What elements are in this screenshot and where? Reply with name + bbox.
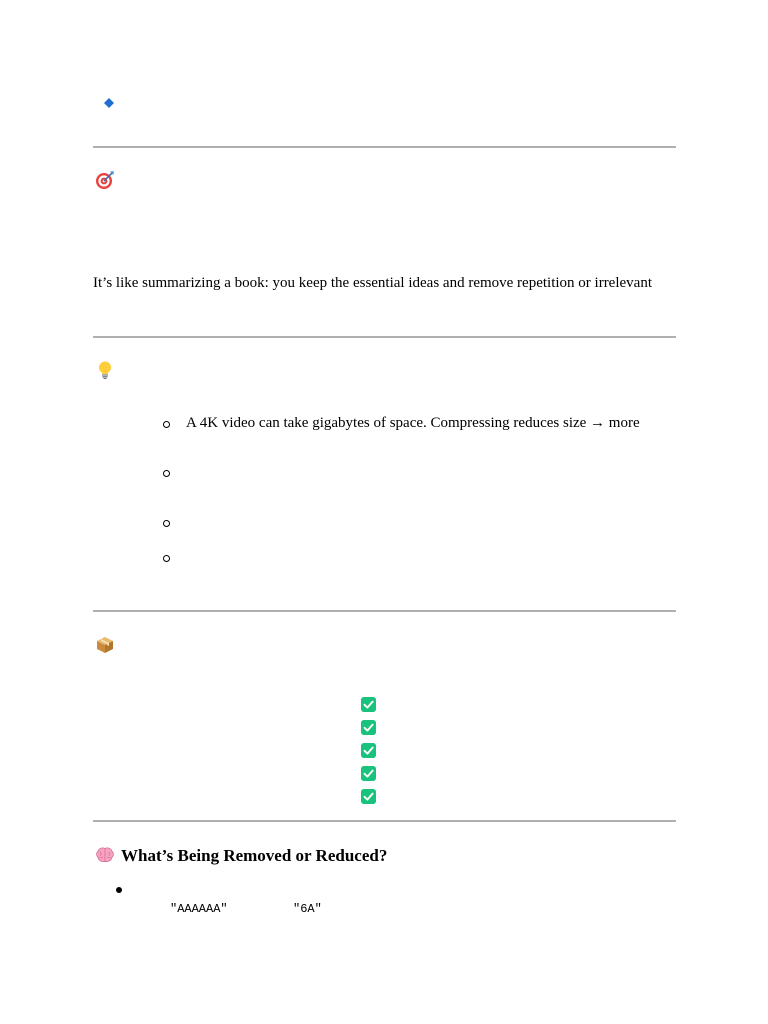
check-mark-button-icon [361, 697, 376, 712]
blue-diamond-icon [104, 98, 114, 108]
direct-hit-icon [95, 170, 115, 190]
list-bullet [116, 887, 122, 893]
brain-icon [95, 845, 115, 865]
divider [93, 820, 676, 822]
analogy-paragraph: It’s like summarizing a book: you keep the essential ideas and remove repetition or irrelevant [93, 275, 652, 291]
example-before-code: "AAAAAA" [170, 902, 228, 916]
light-bulb-icon [95, 360, 115, 380]
list-bullet [163, 470, 170, 477]
check-mark-button-icon [361, 766, 376, 781]
divider [93, 336, 676, 338]
list-item-text: A 4K video can take gigabytes of space. Compressing reduces size → more [186, 415, 640, 431]
package-icon [95, 635, 115, 655]
section-heading: What’s Being Removed or Reduced? [121, 846, 388, 865]
list-bullet [163, 520, 170, 527]
check-mark-button-icon [361, 720, 376, 735]
divider [93, 610, 676, 612]
list-bullet [163, 421, 170, 428]
divider [93, 146, 676, 148]
example-after-code: "6A" [293, 902, 322, 916]
check-mark-button-icon [361, 743, 376, 758]
check-mark-button-icon [361, 789, 376, 804]
list-bullet [163, 555, 170, 562]
